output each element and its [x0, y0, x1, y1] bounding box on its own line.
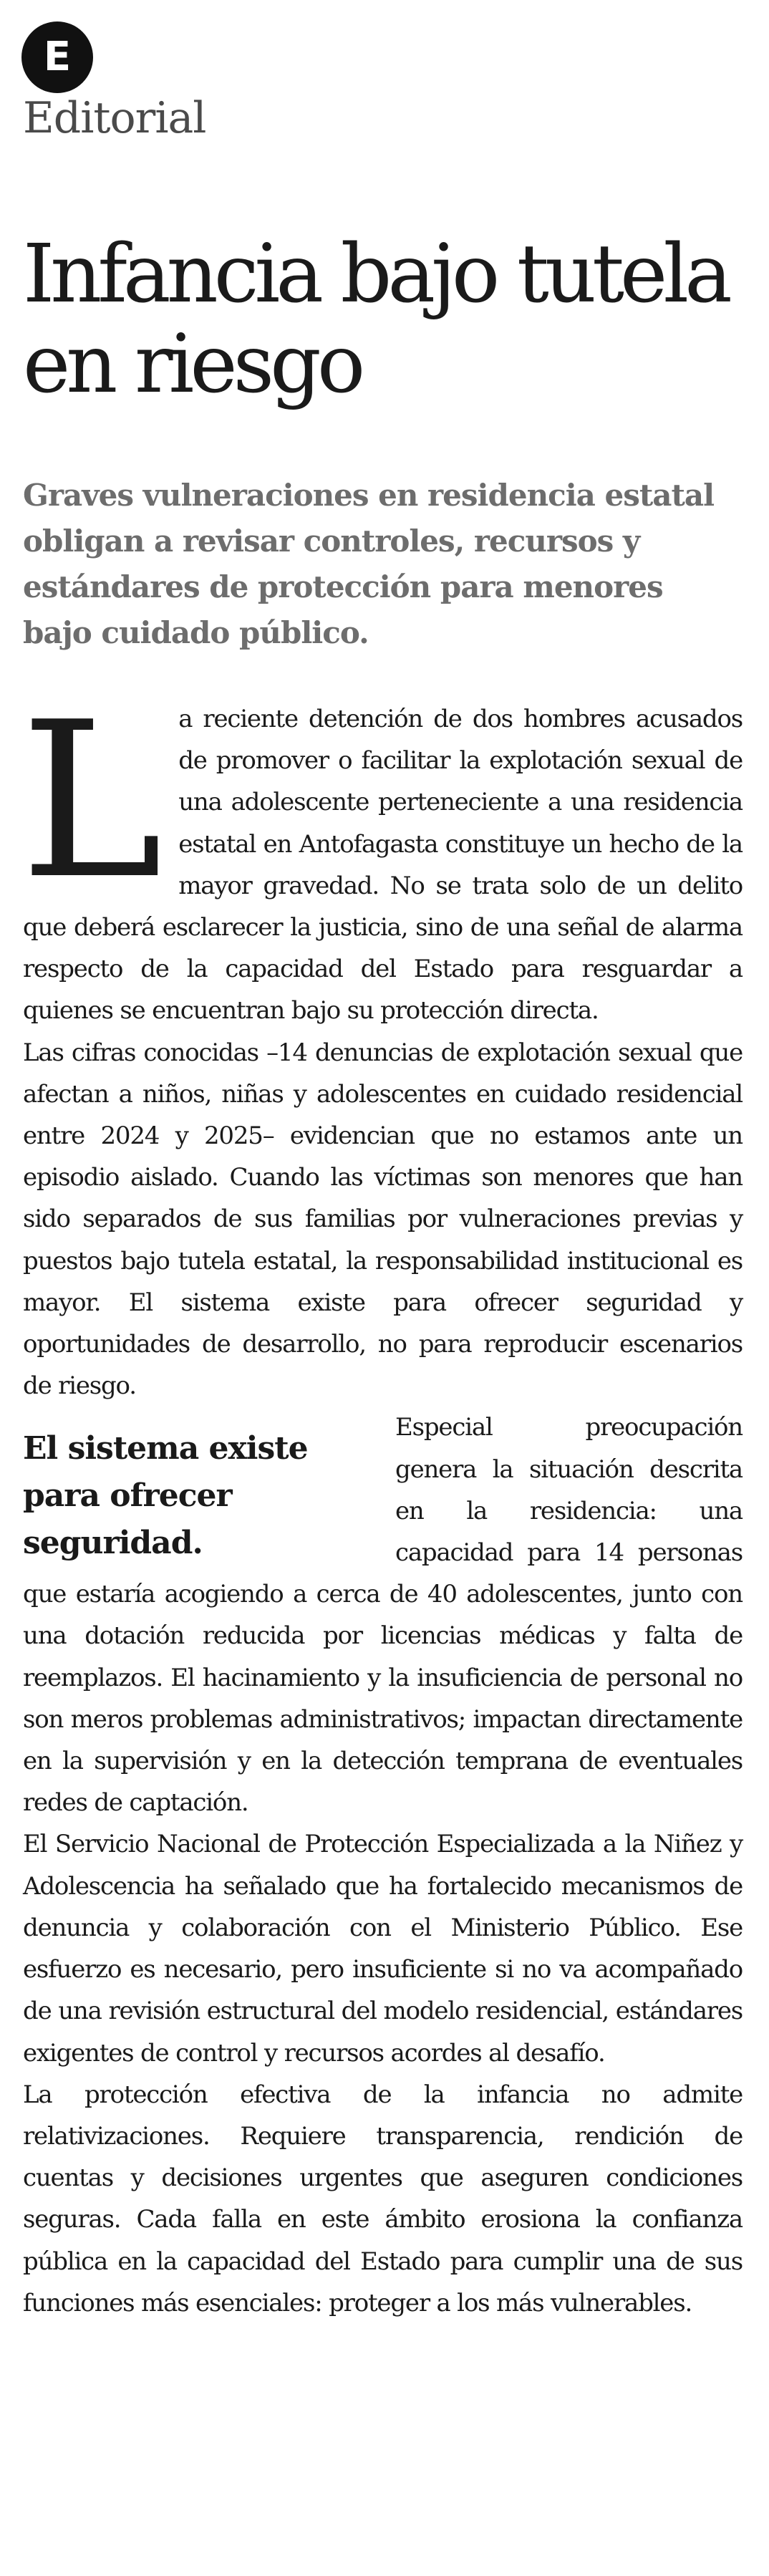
- publication-logo: [21, 21, 93, 93]
- drop-cap: L: [20, 676, 163, 926]
- article-subtitle: Graves vulneraciones en residencia estatal obligan a revisar controles, recursos y estándares de protección para menores bajo cuidado público.: [23, 478, 715, 650]
- paragraph-text: a reciente detención de dos hombres acusados de promover o facilitar la explotación sexual de una adolescente perteneciente a una residencia estatal en Antofagasta constituye un hecho de la mayor gravedad. No se trata solo de un delito que deberá esclarecer la justicia, sino de una señal de alarma respecto de la capacidad del Estado para resguardar a quienes se encuentran bajo su protección directa.: [23, 705, 743, 1026]
- article-body: [20, 676, 743, 2324]
- paragraph: Especial preocupación genera la situación descrita en la residencia: una capacidad para 14 personas que estaría acogiendo a cerca de 40 adolescentes, junto con una dotación reducida por licencias médicas y falta de reemplazos. El hacinamiento y la insuficiencia de personal no son meros problemas administrativos; impactan directamente en la supervisión y en la detección temprana de eventuales redes de captación.: [23, 1413, 743, 1818]
- section-label: Editorial: [23, 93, 206, 143]
- paragraph: Las cifras conocidas –14 denuncias de explotación sexual que afectan a niños, niñas y adolescentes en cuidado residencial entre 2024 y 2025– evidencian que no estamos ante un episodio aislado. Cuando las víctimas son menores que han sido separados de sus familias por vulneraciones previas y puestos bajo tutela estatal, la responsabilidad institucional es mayor. El sistema existe para ofrecer seguridad y oportunidades de desarrollo, no para reproducir escenarios de riesgo.: [23, 1038, 743, 1401]
- paragraph: [20, 676, 743, 1032]
- logo-letter: E: [43, 34, 72, 80]
- masthead: [21, 21, 93, 93]
- paragraph: El Servicio Nacional de Protección Especializada a la Niñez y Adolescencia ha señalado que ha fortalecido mecanismos de denuncia y colaboración con el Ministerio Público. Ese esfuerzo es necesario, pero insuficiente si no va acompañado de una revisión estructural del modelo residencial, estándares exigentes de control y recursos acordes al desafío.: [23, 1830, 743, 2068]
- article-title: Infancia bajo tutela en riesgo: [23, 228, 728, 411]
- paragraph: La protección efectiva de la infancia no admite relativizaciones. Requiere transparencia, rendición de cuentas y decisiones urgentes que aseguren condiciones seguras. Cada falla en este ámbito erosiona la confianza pública en la capacidad del Estado para cumplir una de sus funciones más esenciales: proteger a los más vulnerables.: [23, 2080, 743, 2317]
- pull-quote: El sistema existe para ofrecer seguridad.: [23, 1430, 308, 1562]
